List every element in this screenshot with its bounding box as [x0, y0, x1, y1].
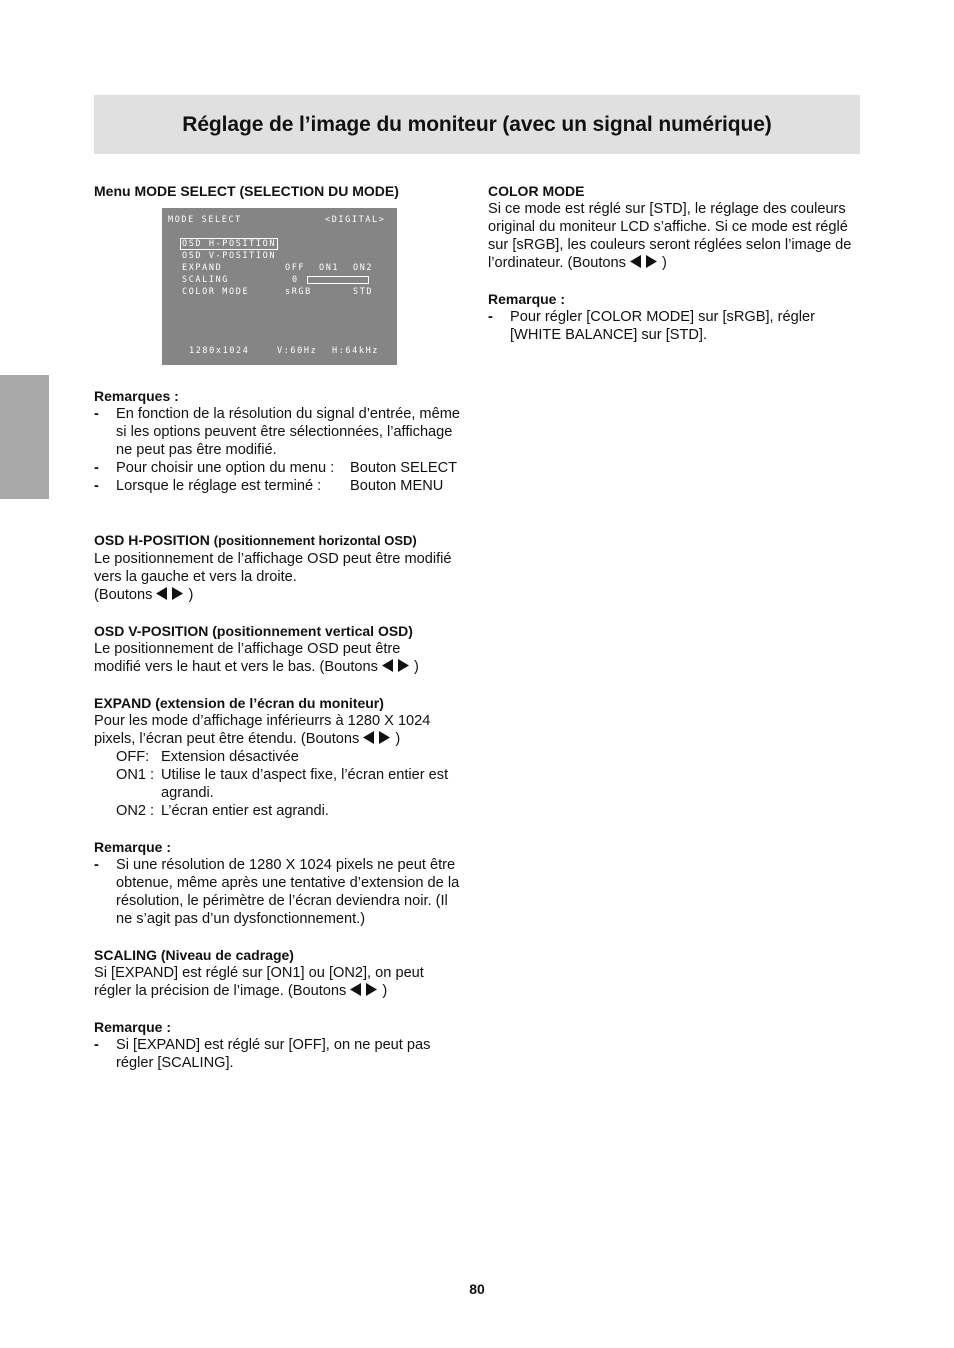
bullet-dash: - [94, 406, 99, 422]
expand-option-on2 [94, 802, 466, 820]
remarques-heading: Remarques : [94, 388, 179, 404]
osd-hfreq: H:64kHz [332, 346, 380, 356]
list-item [94, 1036, 466, 1072]
remarque-value: Bouton SELECT [350, 460, 458, 476]
list-item [94, 459, 466, 477]
buttons-close: ) [395, 731, 401, 747]
option-key: OFF: [116, 749, 150, 765]
remarque-key: Pour choisir une option du menu : [116, 460, 335, 476]
option-value: Utilise le taux d’aspect fixe, l’écran entier est agrandi. [161, 767, 449, 801]
list-item [94, 856, 466, 928]
osd-item-vposition: OSD V-POSITION [182, 251, 277, 261]
vposition-line2 [94, 658, 466, 676]
remarque-text: En fonction de la résolution du signal d’entrée, même si les options peuvent être sélectionnées, l’affichage ne peut pas être modifié. [116, 406, 460, 458]
buttons-close: ) [382, 983, 388, 999]
buttons-close: ) [662, 255, 667, 271]
vposition-heading: OSD V-POSITION (positionnement vertical OSD) [94, 623, 413, 639]
left-right-arrows-icon [156, 587, 184, 600]
remarque-key: Lorsque le réglage est terminé : [116, 478, 322, 494]
buttons-close: ) [188, 587, 194, 603]
expand-line1: Pour les mode d’affichage inférieurrs à 1280 X 1024 [94, 713, 431, 729]
osd-resolution: 1280x1024 [189, 346, 250, 356]
remarque-text: Si [EXPAND] est réglé sur [OFF], on ne peut pas régler [SCALING]. [116, 1037, 431, 1071]
list-item [94, 477, 466, 495]
list-item [94, 405, 466, 459]
hposition-buttons [94, 586, 466, 604]
option-value: L’écran entier est agrandi. [161, 803, 329, 819]
scaling-line2-text: régler la précision de l’image. (Boutons [94, 983, 347, 999]
hposition-heading [94, 531, 466, 550]
osd-expand-on2: ON2 [353, 263, 374, 273]
expand-option-off [94, 748, 466, 766]
osd-screen [162, 208, 397, 365]
osd-item-scaling: SCALING [182, 275, 230, 285]
side-tab-marker [0, 375, 49, 499]
left-right-arrows-icon [382, 659, 410, 672]
remarque-text: Pour régler [COLOR MODE] sur [sRGB], régler [WHITE BALANCE] sur [STD]. [510, 309, 815, 343]
vposition-line2-text: modifié vers le haut et vers le bas. (Boutons [94, 659, 378, 675]
osd-vfreq: V:60Hz [277, 346, 318, 356]
osd-item-expand: EXPAND [182, 263, 223, 273]
menu-heading: Menu MODE SELECT (SELECTION DU MODE) [94, 183, 399, 199]
bullet-dash: - [488, 309, 493, 325]
hposition-heading-sub: (positionnement horizontal OSD) [213, 533, 417, 548]
osd-scaling-bar [307, 276, 369, 284]
list-item [488, 308, 860, 344]
bullet-dash: - [94, 857, 99, 873]
colormode-text-body: Si ce mode est réglé sur [STD], le réglage des couleurs original du moniteur LCD s’affiche. Si ce mode est réglé sur [sRGB], les couleurs seront réglées selon l’image de l’ordinateur. (Boutons [488, 201, 852, 271]
osd-item-hposition: OSD H-POSITION [182, 239, 277, 249]
remarque-heading: Remarque : [94, 1019, 172, 1035]
buttons-close: ) [414, 659, 419, 675]
remarque-text: Si une résolution de 1280 X 1024 pixels ne peut être obtenue, même après une tentative d’extension de la résolution, le périmètre de l’écran deviendra noir. (Il ne s’agit pas d’un dysfonctionnement.) [116, 857, 460, 927]
osd-color-std: STD [353, 287, 374, 297]
hposition-heading-main: OSD H-POSITION [94, 532, 210, 548]
bullet-dash: - [94, 478, 99, 494]
option-key: ON1 : [116, 767, 155, 783]
osd-title: MODE SELECT [168, 215, 242, 225]
colormode-heading: COLOR MODE [488, 183, 585, 199]
title-banner [94, 95, 860, 154]
option-value: Extension désactivée [161, 749, 299, 765]
expand-line2 [94, 730, 466, 748]
remarque-heading: Remarque : [488, 291, 566, 307]
remarque-value: Bouton MENU [350, 478, 444, 494]
left-right-arrows-icon [350, 983, 378, 996]
left-right-arrows-icon [363, 731, 391, 744]
colormode-text [488, 200, 860, 272]
page-number: 80 [469, 1281, 485, 1297]
scaling-line2 [94, 982, 466, 1000]
expand-option-on1 [94, 766, 466, 802]
page-title: Réglage de l’image du moniteur (avec un signal numérique) [182, 112, 772, 136]
vposition-line1: Le positionnement de l’affichage OSD peut être [94, 641, 401, 657]
scaling-heading: SCALING (Niveau de cadrage) [94, 947, 294, 963]
osd-expand-off: OFF [285, 263, 306, 273]
osd-scaling-value: 0 [292, 275, 299, 285]
hposition-text: Le positionnement de l’affichage OSD peut être modifié vers la gauche et vers la droite. [94, 551, 452, 585]
right-column [488, 182, 860, 344]
remarque-heading: Remarque : [94, 839, 172, 855]
buttons-label: (Boutons [94, 587, 153, 603]
left-column [94, 182, 466, 1072]
expand-line2-text: pixels, l’écran peut être étendu. (Boutons [94, 731, 360, 747]
bullet-dash: - [94, 1037, 99, 1053]
bullet-dash: - [94, 460, 99, 476]
left-right-arrows-icon [630, 255, 658, 268]
option-key: ON2 : [116, 803, 155, 819]
osd-signal: <DIGITAL> [325, 215, 386, 225]
expand-heading: EXPAND (extension de l’écran du moniteur) [94, 695, 384, 711]
osd-expand-on1: ON1 [319, 263, 340, 273]
scaling-line1: Si [EXPAND] est réglé sur [ON1] ou [ON2], on peut [94, 965, 424, 981]
osd-item-colormode: COLOR MODE [182, 287, 250, 297]
osd-color-srgb: sRGB [285, 287, 312, 297]
